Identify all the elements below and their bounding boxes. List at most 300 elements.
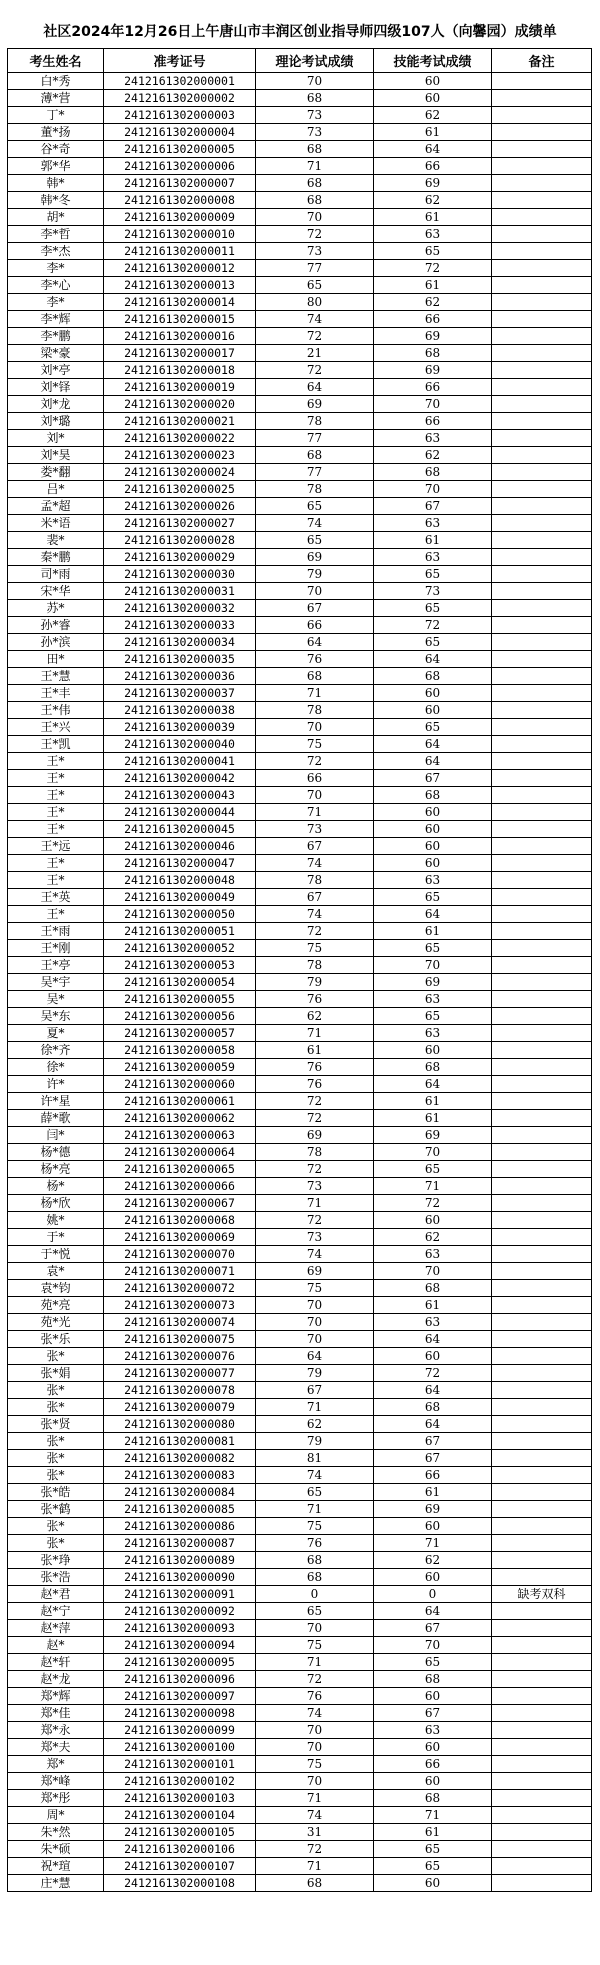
exam-id-cell: 2412161302000045 [104, 821, 256, 838]
note-cell [492, 1093, 592, 1110]
candidate-name-cell: 郑*彤 [8, 1790, 104, 1807]
theory-score-cell: 72 [256, 226, 374, 243]
skill-score-cell: 67 [374, 1705, 492, 1722]
note-cell [492, 1501, 592, 1518]
note-cell [492, 991, 592, 1008]
table-row [8, 1705, 592, 1722]
theory-score-cell: 0 [256, 1586, 374, 1603]
skill-score-cell: 60 [374, 855, 492, 872]
table-row [8, 668, 592, 685]
theory-score-cell: 76 [256, 651, 374, 668]
theory-score-cell: 68 [256, 192, 374, 209]
table-row [8, 362, 592, 379]
candidate-name-cell: 杨*亮 [8, 1161, 104, 1178]
exam-id-cell: 2412161302000028 [104, 532, 256, 549]
skill-score-cell: 66 [374, 1467, 492, 1484]
table-row [8, 1297, 592, 1314]
note-cell [492, 787, 592, 804]
candidate-name-cell: 张* [8, 1535, 104, 1552]
candidate-name-cell: 袁*钧 [8, 1280, 104, 1297]
exam-id-cell: 2412161302000071 [104, 1263, 256, 1280]
note-cell [492, 1161, 592, 1178]
candidate-name-cell: 王*凯 [8, 736, 104, 753]
table-row [8, 1195, 592, 1212]
exam-id-cell: 2412161302000093 [104, 1620, 256, 1637]
candidate-name-cell: 张*娟 [8, 1365, 104, 1382]
exam-id-cell: 2412161302000098 [104, 1705, 256, 1722]
candidate-name-cell: 赵*萍 [8, 1620, 104, 1637]
table-row [8, 1246, 592, 1263]
note-cell [492, 362, 592, 379]
exam-id-cell: 2412161302000038 [104, 702, 256, 719]
note-cell [492, 1399, 592, 1416]
skill-score-cell: 71 [374, 1807, 492, 1824]
theory-score-cell: 74 [256, 855, 374, 872]
note-cell [492, 1467, 592, 1484]
theory-score-cell: 79 [256, 1433, 374, 1450]
theory-score-cell: 70 [256, 209, 374, 226]
skill-score-cell: 61 [374, 923, 492, 940]
note-cell [492, 158, 592, 175]
table-row [8, 1093, 592, 1110]
theory-score-cell: 68 [256, 447, 374, 464]
table-row [8, 430, 592, 447]
table-row [8, 1416, 592, 1433]
candidate-name-cell: 董*扬 [8, 124, 104, 141]
theory-score-cell: 70 [256, 1620, 374, 1637]
skill-score-cell: 69 [374, 1501, 492, 1518]
exam-id-cell: 2412161302000067 [104, 1195, 256, 1212]
exam-id-cell: 2412161302000073 [104, 1297, 256, 1314]
table-row [8, 447, 592, 464]
note-cell [492, 1807, 592, 1824]
theory-score-cell: 64 [256, 379, 374, 396]
candidate-name-cell: 张*乐 [8, 1331, 104, 1348]
exam-id-cell: 2412161302000022 [104, 430, 256, 447]
note-cell [492, 1739, 592, 1756]
note-cell [492, 838, 592, 855]
candidate-name-cell: 李*辉 [8, 311, 104, 328]
table-row [8, 124, 592, 141]
table-row [8, 311, 592, 328]
exam-id-cell: 2412161302000105 [104, 1824, 256, 1841]
exam-id-cell: 2412161302000059 [104, 1059, 256, 1076]
table-row [8, 1110, 592, 1127]
skill-score-cell: 60 [374, 821, 492, 838]
theory-score-cell: 70 [256, 719, 374, 736]
note-cell [492, 668, 592, 685]
note-cell [492, 294, 592, 311]
candidate-name-cell: 司*雨 [8, 566, 104, 583]
theory-score-cell: 68 [256, 1569, 374, 1586]
table-row [8, 73, 592, 90]
table-row [8, 838, 592, 855]
table-row [8, 1586, 592, 1603]
skill-score-cell: 65 [374, 634, 492, 651]
skill-score-cell: 60 [374, 804, 492, 821]
skill-score-cell: 62 [374, 1552, 492, 1569]
note-cell [492, 685, 592, 702]
skill-score-cell: 63 [374, 991, 492, 1008]
table-row [8, 175, 592, 192]
candidate-name-cell: 赵* [8, 1637, 104, 1654]
exam-id-cell: 2412161302000015 [104, 311, 256, 328]
skill-score-cell: 64 [374, 753, 492, 770]
skill-score-cell: 61 [374, 1484, 492, 1501]
skill-score-cell: 66 [374, 311, 492, 328]
table-row [8, 1858, 592, 1875]
skill-score-cell: 62 [374, 294, 492, 311]
exam-id-cell: 2412161302000002 [104, 90, 256, 107]
table-row [8, 1280, 592, 1297]
exam-id-cell: 2412161302000104 [104, 1807, 256, 1824]
note-cell [492, 1705, 592, 1722]
exam-id-cell: 2412161302000070 [104, 1246, 256, 1263]
candidate-name-cell: 王* [8, 906, 104, 923]
candidate-name-cell: 张*皓 [8, 1484, 104, 1501]
note-cell [492, 1059, 592, 1076]
note-cell [492, 1229, 592, 1246]
note-cell [492, 1654, 592, 1671]
candidate-name-cell: 谷*奇 [8, 141, 104, 158]
table-row [8, 1484, 592, 1501]
skill-score-cell: 60 [374, 685, 492, 702]
exam-id-cell: 2412161302000037 [104, 685, 256, 702]
note-cell [492, 107, 592, 124]
exam-id-cell: 2412161302000029 [104, 549, 256, 566]
candidate-name-cell: 袁* [8, 1263, 104, 1280]
table-row [8, 396, 592, 413]
theory-score-cell: 78 [256, 957, 374, 974]
note-cell [492, 260, 592, 277]
skill-score-cell: 69 [374, 362, 492, 379]
theory-score-cell: 71 [256, 1501, 374, 1518]
table-row [8, 617, 592, 634]
candidate-name-cell: 张* [8, 1518, 104, 1535]
exam-id-cell: 2412161302000085 [104, 1501, 256, 1518]
candidate-name-cell: 杨*德 [8, 1144, 104, 1161]
note-cell [492, 345, 592, 362]
skill-score-cell: 60 [374, 1042, 492, 1059]
skill-score-cell: 60 [374, 1739, 492, 1756]
table-row [8, 243, 592, 260]
skill-score-cell: 63 [374, 1025, 492, 1042]
skill-score-cell: 60 [374, 1212, 492, 1229]
exam-id-cell: 2412161302000031 [104, 583, 256, 600]
theory-score-cell: 73 [256, 1178, 374, 1195]
document-title: 社区2024年12月26日上午唐山市丰润区创业指导师四级107人（向馨园）成绩单 [43, 24, 557, 40]
skill-score-cell: 66 [374, 413, 492, 430]
note-cell [492, 821, 592, 838]
exam-id-cell: 2412161302000068 [104, 1212, 256, 1229]
table-row [8, 923, 592, 940]
table-row [8, 1467, 592, 1484]
candidate-name-cell: 郑*峰 [8, 1773, 104, 1790]
candidate-name-cell: 徐* [8, 1059, 104, 1076]
table-row [8, 991, 592, 1008]
theory-score-cell: 72 [256, 362, 374, 379]
theory-score-cell: 65 [256, 1603, 374, 1620]
note-cell [492, 1603, 592, 1620]
exam-id-cell: 2412161302000075 [104, 1331, 256, 1348]
table-row [8, 787, 592, 804]
theory-score-cell: 65 [256, 1484, 374, 1501]
theory-score-cell: 66 [256, 770, 374, 787]
table-row [8, 804, 592, 821]
table-row [8, 1178, 592, 1195]
exam-id-cell: 2412161302000006 [104, 158, 256, 175]
theory-score-cell: 74 [256, 311, 374, 328]
theory-score-cell: 77 [256, 260, 374, 277]
note-cell [492, 396, 592, 413]
table-row [8, 1654, 592, 1671]
note-cell [492, 1195, 592, 1212]
note-cell [492, 1450, 592, 1467]
candidate-name-cell: 徐*齐 [8, 1042, 104, 1059]
candidate-name-cell: 王*丰 [8, 685, 104, 702]
candidate-name-cell: 王* [8, 821, 104, 838]
note-cell [492, 753, 592, 770]
candidate-name-cell: 刘*昊 [8, 447, 104, 464]
note-cell [492, 1637, 592, 1654]
candidate-name-cell: 孟*超 [8, 498, 104, 515]
table-row [8, 600, 592, 617]
theory-score-cell: 70 [256, 583, 374, 600]
theory-score-cell: 74 [256, 1705, 374, 1722]
note-cell [492, 634, 592, 651]
note-cell [492, 311, 592, 328]
exam-id-cell: 2412161302000041 [104, 753, 256, 770]
theory-score-cell: 75 [256, 1637, 374, 1654]
note-cell [492, 1076, 592, 1093]
table-row [8, 872, 592, 889]
theory-score-cell: 80 [256, 294, 374, 311]
note-cell [492, 1246, 592, 1263]
table-row [8, 1042, 592, 1059]
note-cell [492, 872, 592, 889]
note-cell [492, 498, 592, 515]
theory-score-cell: 74 [256, 515, 374, 532]
note-cell: 缺考双科 [492, 1586, 592, 1603]
skill-score-cell: 65 [374, 1161, 492, 1178]
exam-id-cell: 2412161302000043 [104, 787, 256, 804]
skill-score-cell: 65 [374, 566, 492, 583]
exam-id-cell: 2412161302000060 [104, 1076, 256, 1093]
note-cell [492, 702, 592, 719]
exam-id-cell: 2412161302000005 [104, 141, 256, 158]
table-row [8, 192, 592, 209]
candidate-name-cell: 赵*轩 [8, 1654, 104, 1671]
note-cell [492, 430, 592, 447]
note-cell [492, 481, 592, 498]
candidate-name-cell: 张* [8, 1467, 104, 1484]
exam-id-cell: 2412161302000054 [104, 974, 256, 991]
theory-score-cell: 75 [256, 1518, 374, 1535]
exam-id-cell: 2412161302000076 [104, 1348, 256, 1365]
skill-score-cell: 62 [374, 447, 492, 464]
header-exam-id: 准考证号 [104, 49, 256, 73]
table-row [8, 566, 592, 583]
exam-id-cell: 2412161302000001 [104, 73, 256, 90]
table-row [8, 1671, 592, 1688]
skill-score-cell: 60 [374, 73, 492, 90]
theory-score-cell: 71 [256, 1025, 374, 1042]
skill-score-cell: 68 [374, 1671, 492, 1688]
note-cell [492, 1841, 592, 1858]
candidate-name-cell: 韩* [8, 175, 104, 192]
note-cell [492, 583, 592, 600]
candidate-name-cell: 王* [8, 855, 104, 872]
theory-score-cell: 75 [256, 940, 374, 957]
theory-score-cell: 69 [256, 396, 374, 413]
table-row [8, 1263, 592, 1280]
skill-score-cell: 69 [374, 328, 492, 345]
theory-score-cell: 73 [256, 124, 374, 141]
note-cell [492, 141, 592, 158]
table-row [8, 1875, 592, 1892]
exam-id-cell: 2412161302000103 [104, 1790, 256, 1807]
note-cell [492, 1297, 592, 1314]
theory-score-cell: 75 [256, 1280, 374, 1297]
skill-score-cell: 66 [374, 1756, 492, 1773]
theory-score-cell: 66 [256, 617, 374, 634]
skill-score-cell: 65 [374, 243, 492, 260]
theory-score-cell: 65 [256, 532, 374, 549]
theory-score-cell: 72 [256, 1161, 374, 1178]
table-row [8, 481, 592, 498]
note-cell [492, 1484, 592, 1501]
skill-score-cell: 62 [374, 1229, 492, 1246]
theory-score-cell: 77 [256, 430, 374, 447]
candidate-name-cell: 王*慧 [8, 668, 104, 685]
candidate-name-cell: 刘*龙 [8, 396, 104, 413]
exam-id-cell: 2412161302000046 [104, 838, 256, 855]
exam-id-cell: 2412161302000079 [104, 1399, 256, 1416]
candidate-name-cell: 孙*滨 [8, 634, 104, 651]
theory-score-cell: 64 [256, 1348, 374, 1365]
exam-id-cell: 2412161302000032 [104, 600, 256, 617]
theory-score-cell: 78 [256, 1144, 374, 1161]
theory-score-cell: 75 [256, 736, 374, 753]
candidate-name-cell: 赵*君 [8, 1586, 104, 1603]
candidate-name-cell: 白*秀 [8, 73, 104, 90]
exam-id-cell: 2412161302000101 [104, 1756, 256, 1773]
skill-score-cell: 63 [374, 1314, 492, 1331]
candidate-name-cell: 王* [8, 872, 104, 889]
table-row [8, 1790, 592, 1807]
candidate-name-cell: 赵*龙 [8, 1671, 104, 1688]
skill-score-cell: 61 [374, 277, 492, 294]
note-cell [492, 1178, 592, 1195]
skill-score-cell: 68 [374, 464, 492, 481]
theory-score-cell: 78 [256, 702, 374, 719]
skill-score-cell: 67 [374, 1433, 492, 1450]
table-row [8, 1399, 592, 1416]
skill-score-cell: 65 [374, 1858, 492, 1875]
candidate-name-cell: 吴*宇 [8, 974, 104, 991]
table-row [8, 1841, 592, 1858]
skill-score-cell: 61 [374, 1297, 492, 1314]
skill-score-cell: 62 [374, 107, 492, 124]
table-row [8, 464, 592, 481]
table-row [8, 889, 592, 906]
theory-score-cell: 68 [256, 90, 374, 107]
table-row [8, 1620, 592, 1637]
table-row [8, 1637, 592, 1654]
candidate-name-cell: 裴* [8, 532, 104, 549]
theory-score-cell: 68 [256, 1552, 374, 1569]
table-row [8, 770, 592, 787]
header-note: 备注 [492, 49, 592, 73]
exam-id-cell: 2412161302000090 [104, 1569, 256, 1586]
note-cell [492, 617, 592, 634]
exam-id-cell: 2412161302000097 [104, 1688, 256, 1705]
table-row [8, 549, 592, 566]
note-cell [492, 73, 592, 90]
exam-id-cell: 2412161302000035 [104, 651, 256, 668]
exam-id-cell: 2412161302000008 [104, 192, 256, 209]
skill-score-cell: 68 [374, 1059, 492, 1076]
header-name: 考生姓名 [8, 49, 104, 73]
candidate-name-cell: 王* [8, 787, 104, 804]
note-cell [492, 957, 592, 974]
exam-id-cell: 2412161302000055 [104, 991, 256, 1008]
table-row [8, 583, 592, 600]
exam-id-cell: 2412161302000107 [104, 1858, 256, 1875]
skill-score-cell: 71 [374, 1178, 492, 1195]
candidate-name-cell: 孙*睿 [8, 617, 104, 634]
exam-id-cell: 2412161302000040 [104, 736, 256, 753]
candidate-name-cell: 王*远 [8, 838, 104, 855]
skill-score-cell: 67 [374, 770, 492, 787]
skill-score-cell: 60 [374, 1773, 492, 1790]
note-cell [492, 549, 592, 566]
table-row [8, 634, 592, 651]
note-cell [492, 1280, 592, 1297]
theory-score-cell: 73 [256, 243, 374, 260]
candidate-name-cell: 郑*永 [8, 1722, 104, 1739]
skill-score-cell: 68 [374, 1280, 492, 1297]
table-row [8, 1348, 592, 1365]
theory-score-cell: 70 [256, 1331, 374, 1348]
theory-score-cell: 67 [256, 600, 374, 617]
theory-score-cell: 68 [256, 1875, 374, 1892]
candidate-name-cell: 刘* [8, 430, 104, 447]
exam-id-cell: 2412161302000012 [104, 260, 256, 277]
candidate-name-cell: 李*哲 [8, 226, 104, 243]
candidate-name-cell: 王*兴 [8, 719, 104, 736]
note-cell [492, 855, 592, 872]
skill-score-cell: 60 [374, 1688, 492, 1705]
theory-score-cell: 71 [256, 804, 374, 821]
skill-score-cell: 68 [374, 1790, 492, 1807]
note-cell [492, 719, 592, 736]
candidate-name-cell: 刘*亭 [8, 362, 104, 379]
candidate-name-cell: 王*伟 [8, 702, 104, 719]
table-row [8, 1433, 592, 1450]
skill-score-cell: 65 [374, 940, 492, 957]
note-cell [492, 1552, 592, 1569]
theory-score-cell: 65 [256, 498, 374, 515]
skill-score-cell: 65 [374, 1841, 492, 1858]
table-row [8, 1552, 592, 1569]
exam-id-cell: 2412161302000016 [104, 328, 256, 345]
exam-id-cell: 2412161302000106 [104, 1841, 256, 1858]
note-cell [492, 1331, 592, 1348]
header-theory-score: 理论考试成绩 [256, 49, 374, 73]
note-cell [492, 1263, 592, 1280]
theory-score-cell: 70 [256, 1297, 374, 1314]
